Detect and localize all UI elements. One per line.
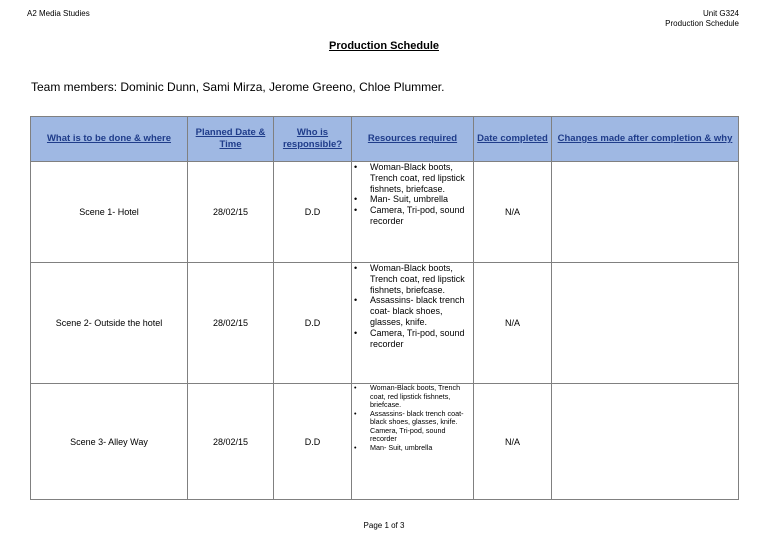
task-cell: Scene 3- Alley Way xyxy=(31,384,188,500)
resources-list xyxy=(352,384,473,452)
resource-item: • Assassins- black trench coat- black shoes, glasses, knife. xyxy=(368,295,473,327)
resource-item: • Man- Suit, umbrella xyxy=(368,444,473,453)
header-subject: A2 Media Studies xyxy=(27,9,90,18)
table-row xyxy=(31,384,739,500)
responsible-cell: D.D xyxy=(274,263,352,384)
col-header-changes: Changes made after completion & why xyxy=(552,117,739,162)
resource-item: • Camera, Tri-pod, sound recorder xyxy=(368,205,473,227)
responsible-cell: D.D xyxy=(274,162,352,263)
planned-date-cell: 28/02/15 xyxy=(188,263,274,384)
resource-item: • Woman-Black boots, Trench coat, red lipstick fishnets, briefcase. xyxy=(368,384,473,410)
task-cell: Scene 1- Hotel xyxy=(31,162,188,263)
resource-item: • Woman-Black boots, Trench coat, red lipstick fishnets, briefcase. xyxy=(368,162,473,194)
resource-item: • Woman-Black boots, Trench coat, red lipstick fishnets, briefcase. xyxy=(368,263,473,295)
date-completed-cell: N/A xyxy=(474,162,552,263)
col-header-planned: Planned Date & Time xyxy=(188,117,274,162)
col-header-responsible: Who is responsible? xyxy=(274,117,352,162)
resources-list xyxy=(352,263,473,349)
planned-date-cell: 28/02/15 xyxy=(188,162,274,263)
resources-cell xyxy=(352,162,474,263)
changes-cell xyxy=(552,384,739,500)
date-completed-cell: N/A xyxy=(474,384,552,500)
col-header-completed: Date completed xyxy=(474,117,552,162)
col-header-task: What is to be done & where xyxy=(31,117,188,162)
production-schedule-table xyxy=(30,116,739,500)
table-row xyxy=(31,263,739,384)
resources-cell xyxy=(352,263,474,384)
header-unit-code: Unit G324 xyxy=(702,9,739,18)
header-doc-title: Production Schedule xyxy=(665,19,739,28)
resources-list xyxy=(352,162,473,227)
resource-item: • Man- Suit, umbrella xyxy=(368,194,473,205)
task-cell: Scene 2- Outside the hotel xyxy=(31,263,188,384)
team-members: Team members: Dominic Dunn, Sami Mirza, Jerome Greeno, Chloe Plummer. xyxy=(31,80,445,94)
responsible-cell: D.D xyxy=(274,384,352,500)
page-title: Production Schedule xyxy=(328,40,439,52)
planned-date-cell: 28/02/15 xyxy=(188,384,274,500)
table-header-row xyxy=(31,117,739,162)
resources-cell xyxy=(352,384,474,500)
changes-cell xyxy=(552,263,739,384)
date-completed-cell: N/A xyxy=(474,263,552,384)
table-row xyxy=(31,162,739,263)
resource-item: • Camera, Tri-pod, sound recorder xyxy=(368,328,473,350)
page-number: Page 1 of 3 xyxy=(363,521,405,530)
col-header-resources: Resources required xyxy=(352,117,474,162)
header-unit xyxy=(665,9,739,29)
resource-item: • Assassins- black trench coat- black shoes, glasses, knife. Camera, Tri-pod, sound recorder xyxy=(368,410,473,444)
changes-cell xyxy=(552,162,739,263)
